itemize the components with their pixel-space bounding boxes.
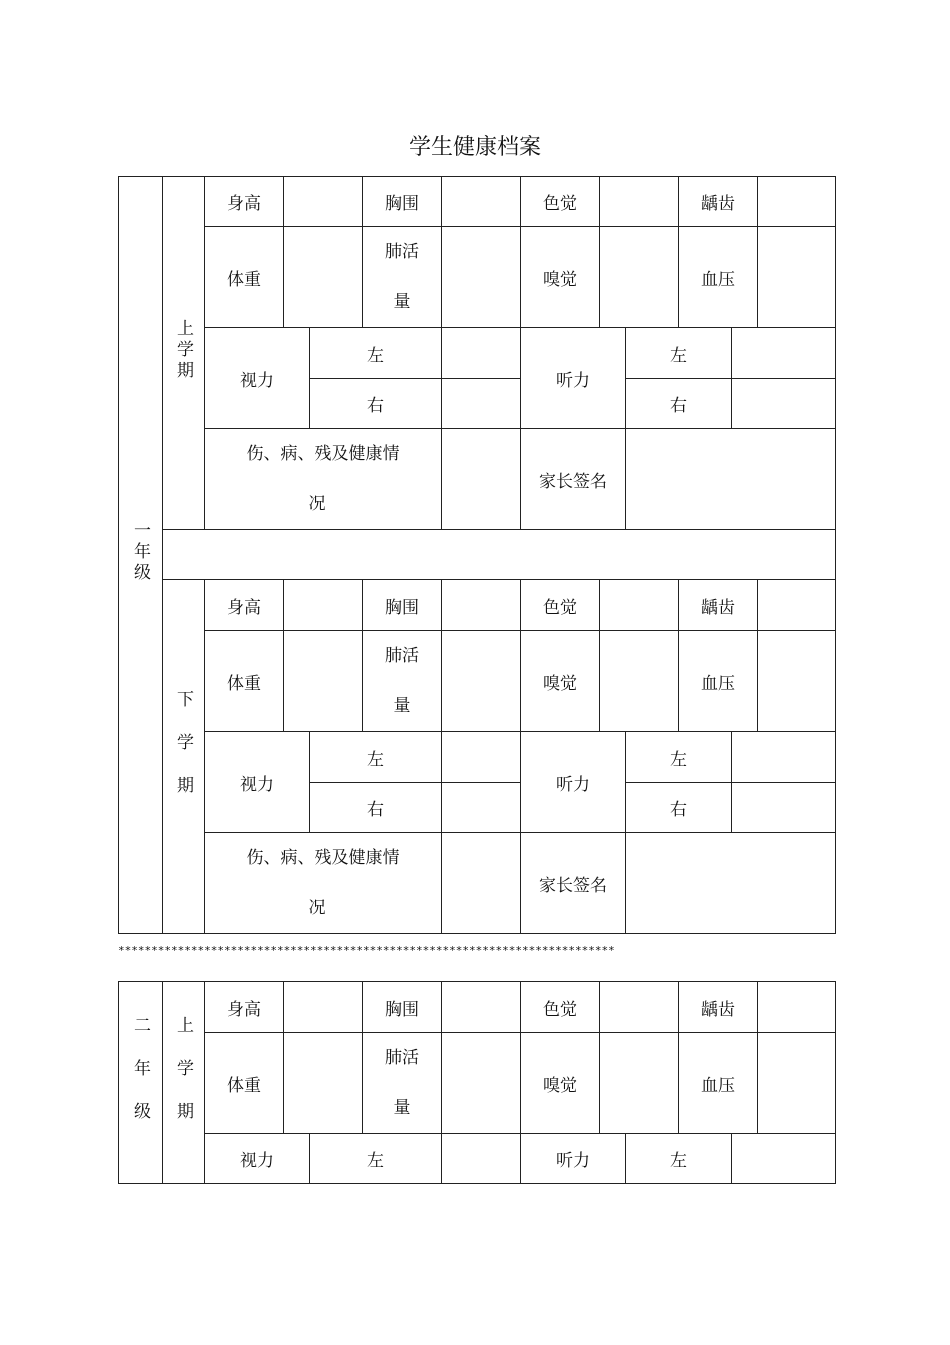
smell-value[interactable] — [600, 1033, 679, 1134]
term-lower-cell — [163, 580, 205, 934]
height-label: 身高 — [205, 177, 284, 227]
blood-pressure-value[interactable] — [758, 1033, 836, 1134]
vision-left-label: 左 — [310, 328, 442, 379]
vision-left-value[interactable] — [442, 328, 521, 379]
weight-value[interactable] — [284, 227, 363, 328]
smell-label: 嗅觉 — [521, 1033, 600, 1134]
vision-label: 视力 — [205, 328, 310, 429]
hearing-left-value[interactable] — [732, 732, 836, 783]
grade2-health-table — [118, 981, 836, 1184]
grade1-label-cell — [119, 177, 163, 934]
hearing-right-label: 右 — [626, 783, 732, 833]
grade-label: 一年级 — [130, 521, 150, 584]
page-title: 学生健康档案 — [408, 135, 541, 160]
parent-sign-value[interactable] — [626, 429, 836, 530]
blood-pressure-label: 血压 — [679, 631, 758, 732]
vision-right-label: 右 — [310, 379, 442, 429]
grade1-health-table — [118, 176, 836, 934]
parent-sign-label: 家长签名 — [521, 833, 626, 934]
hearing-right-value[interactable] — [732, 783, 836, 833]
color-vision-value[interactable] — [600, 580, 679, 631]
grade-label: 二年级 — [130, 1015, 150, 1145]
hearing-left-value[interactable] — [732, 1134, 836, 1184]
hearing-left-label: 左 — [626, 328, 732, 379]
blood-pressure-label: 血压 — [679, 227, 758, 328]
lung-capacity-label: 肺活 量 — [363, 631, 442, 732]
height-label: 身高 — [205, 580, 284, 631]
term-divider-row — [163, 530, 836, 580]
height-value[interactable] — [284, 580, 363, 631]
lung-capacity-value[interactable] — [442, 631, 521, 732]
vision-label: 视力 — [205, 732, 310, 833]
hearing-label: 听力 — [521, 732, 626, 833]
lung-capacity-value[interactable] — [442, 1033, 521, 1134]
caries-value[interactable] — [758, 982, 836, 1033]
parent-sign-value[interactable] — [626, 833, 836, 934]
hearing-label: 听力 — [521, 328, 626, 429]
caries-label: 龋齿 — [679, 982, 758, 1033]
chest-label: 胸围 — [363, 982, 442, 1033]
injury-label: 伤、病、残及健康情 况 — [205, 429, 442, 530]
height-value[interactable] — [284, 982, 363, 1033]
chest-label: 胸围 — [363, 177, 442, 227]
color-vision-value[interactable] — [600, 982, 679, 1033]
parent-sign-label: 家长签名 — [521, 429, 626, 530]
vision-left-value[interactable] — [442, 1134, 521, 1184]
chest-value[interactable] — [442, 580, 521, 631]
height-value[interactable] — [284, 177, 363, 227]
term-label: 下学期 — [173, 689, 193, 819]
hearing-right-label: 右 — [626, 379, 732, 429]
color-vision-value[interactable] — [600, 177, 679, 227]
weight-label: 体重 — [205, 631, 284, 732]
lung-capacity-value[interactable] — [442, 227, 521, 328]
vision-left-value[interactable] — [442, 732, 521, 783]
hearing-left-label: 左 — [626, 732, 732, 783]
grade2-label-cell — [119, 982, 163, 1184]
term-label: 上学期 — [173, 1015, 193, 1145]
color-vision-label: 色觉 — [521, 580, 600, 631]
vision-left-label: 左 — [310, 732, 442, 783]
weight-label: 体重 — [205, 1033, 284, 1134]
smell-label: 嗅觉 — [521, 631, 600, 732]
smell-label: 嗅觉 — [521, 227, 600, 328]
term-upper-cell — [163, 982, 205, 1184]
separator-line: *************************************************************************** — [118, 944, 615, 957]
term-upper-cell — [163, 177, 205, 530]
caries-label: 龋齿 — [679, 580, 758, 631]
weight-value[interactable] — [284, 631, 363, 732]
caries-value[interactable] — [758, 177, 836, 227]
weight-label: 体重 — [205, 227, 284, 328]
injury-value[interactable] — [442, 833, 521, 934]
vision-left-label: 左 — [310, 1134, 442, 1184]
injury-label: 伤、病、残及健康情 况 — [205, 833, 442, 934]
height-label: 身高 — [205, 982, 284, 1033]
blood-pressure-label: 血压 — [679, 1033, 758, 1134]
blood-pressure-value[interactable] — [758, 227, 836, 328]
vision-right-label: 右 — [310, 783, 442, 833]
vision-right-value[interactable] — [442, 379, 521, 429]
blood-pressure-value[interactable] — [758, 631, 836, 732]
smell-value[interactable] — [600, 631, 679, 732]
smell-value[interactable] — [600, 227, 679, 328]
caries-label: 龋齿 — [679, 177, 758, 227]
vision-right-value[interactable] — [442, 783, 521, 833]
caries-value[interactable] — [758, 580, 836, 631]
term-label: 上学期 — [173, 319, 193, 382]
chest-label: 胸围 — [363, 580, 442, 631]
hearing-left-label: 左 — [626, 1134, 732, 1184]
vision-label: 视力 — [205, 1134, 310, 1184]
chest-value[interactable] — [442, 982, 521, 1033]
hearing-right-value[interactable] — [732, 379, 836, 429]
hearing-label: 听力 — [521, 1134, 626, 1184]
lung-capacity-label: 肺活 量 — [363, 1033, 442, 1134]
injury-value[interactable] — [442, 429, 521, 530]
chest-value[interactable] — [442, 177, 521, 227]
hearing-left-value[interactable] — [732, 328, 836, 379]
lung-capacity-label: 肺活 量 — [363, 227, 442, 328]
color-vision-label: 色觉 — [521, 177, 600, 227]
weight-value[interactable] — [284, 1033, 363, 1134]
color-vision-label: 色觉 — [521, 982, 600, 1033]
